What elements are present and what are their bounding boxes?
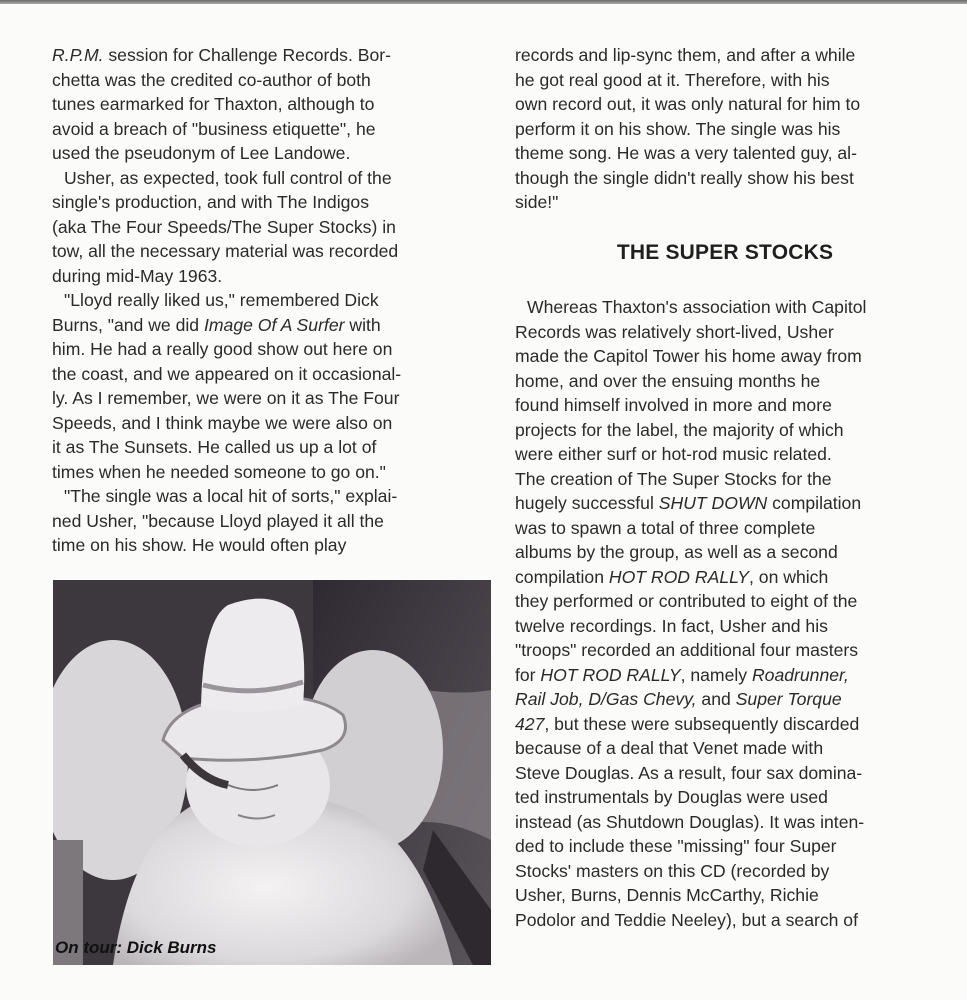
text-segment: times when he needed someone to go on." xyxy=(52,461,386,482)
text-segment: for xyxy=(515,664,541,685)
text-segment: were either surf or hot-rod music related. xyxy=(515,444,832,464)
section-heading: THE SUPER STOCKS xyxy=(616,241,834,264)
text-segment: Steve Douglas. As a result, four sax domina- xyxy=(515,762,863,783)
text-segment: The creation of The Super Stocks for the xyxy=(515,468,832,489)
text-segment: the coast, and we appeared on it occasional- xyxy=(52,363,402,384)
italic-title: 427 xyxy=(515,713,545,734)
italic-title: R.P.M. xyxy=(52,45,104,65)
text-segment: single's production, and with The Indigos xyxy=(52,192,369,212)
photo-image xyxy=(53,580,491,965)
text-segment: used the pseudonym of Lee Landowe. xyxy=(52,143,351,163)
text-line xyxy=(515,883,955,908)
text-segment: they performed or contributed to eight of the xyxy=(515,591,858,611)
text-segment: ted instrumentals by Douglas were used xyxy=(515,787,828,807)
text-segment: he got real good at it. Therefore, with his xyxy=(515,69,830,90)
text-line xyxy=(515,516,955,541)
text-line xyxy=(52,362,492,387)
text-segment: perform it on his show. The single was his xyxy=(515,118,841,139)
text-line xyxy=(515,687,955,712)
text-segment: time on his show. He would often play xyxy=(52,535,347,555)
text-segment: Records was relatively short-lived, Usher xyxy=(515,321,834,342)
text-segment: , but these were subsequently discarded xyxy=(544,713,860,734)
text-line xyxy=(515,442,955,467)
text-segment: ded to include these "missing" four Super xyxy=(515,836,837,856)
text-segment: compilation xyxy=(767,493,862,513)
text-line xyxy=(515,785,955,810)
text-segment: side!" xyxy=(515,192,559,212)
text-line xyxy=(52,68,492,93)
photo-dick-burns xyxy=(53,580,491,965)
text-line xyxy=(52,215,492,240)
text-line xyxy=(52,386,492,411)
text-line xyxy=(515,43,955,68)
text-line xyxy=(515,565,955,590)
text-segment: and xyxy=(696,689,736,709)
photo-caption: On tour: Dick Burns xyxy=(55,938,217,957)
text-line xyxy=(515,614,955,639)
text-segment: albums by the group, as well as a second xyxy=(515,542,838,562)
text-segment: because of a deal that Venet made with xyxy=(515,738,824,758)
text-line xyxy=(515,92,955,117)
text-line xyxy=(52,43,492,68)
text-segment: it as The Sunsets. He called us up a lot of xyxy=(52,437,377,457)
italic-title: Image Of A Surfer xyxy=(203,314,345,335)
text-segment: tow, all the necessary material was recorded xyxy=(52,241,399,261)
text-line xyxy=(515,859,955,884)
text-line xyxy=(52,288,492,313)
text-segment: Whereas Thaxton's association with Capitol xyxy=(527,297,867,317)
text-segment: during mid-May 1963. xyxy=(52,265,223,286)
text-line xyxy=(515,117,955,142)
text-line xyxy=(515,369,955,394)
left-column-text xyxy=(52,43,492,558)
text-segment: with xyxy=(344,314,381,335)
text-line xyxy=(515,908,955,933)
italic-title: Super Torque xyxy=(735,689,842,709)
text-line xyxy=(515,320,955,345)
text-line xyxy=(52,92,492,117)
text-segment: avoid a breach of "business etiquette", he xyxy=(52,118,376,139)
text-line xyxy=(515,295,955,320)
text-line xyxy=(52,313,492,338)
text-line xyxy=(52,435,492,460)
text-line xyxy=(515,761,955,786)
text-segment: compilation xyxy=(515,566,609,587)
text-segment: (aka The Four Speeds/The Super Stocks) in xyxy=(52,216,396,237)
text-line xyxy=(52,190,492,215)
text-segment: twelve recordings. In fact, Usher and his xyxy=(515,615,828,636)
text-segment: was to spawn a total of three complete xyxy=(515,517,816,538)
italic-title: SHUT DOWN xyxy=(658,493,768,513)
text-segment: instead (as Shutdown Douglas). It was inten- xyxy=(515,811,865,832)
text-segment: own record out, it was only natural for him to xyxy=(515,94,861,114)
text-segment: ned Usher, "because Lloyd played it all the xyxy=(52,510,384,531)
text-segment: , on which xyxy=(749,566,829,587)
text-line xyxy=(52,460,492,485)
text-line xyxy=(515,166,955,191)
italic-title: HOT ROD RALLY xyxy=(540,664,681,685)
text-line xyxy=(52,509,492,534)
text-line xyxy=(52,117,492,142)
text-segment: projects for the label, the majority of which xyxy=(515,419,844,440)
text-segment: "The single was a local hit of sorts," explai- xyxy=(64,486,398,506)
text-line xyxy=(515,712,955,737)
right-column-text-top xyxy=(515,43,955,215)
text-line xyxy=(515,834,955,859)
text-segment: chetta was the credited co-author of both xyxy=(52,69,371,90)
text-segment: made the Capitol Tower his home away from xyxy=(515,346,862,366)
italic-title: HOT ROD RALLY xyxy=(608,566,750,587)
text-segment: Stocks' masters on this CD (recorded by xyxy=(515,860,830,881)
text-line xyxy=(52,411,492,436)
italic-title: Rail Job, D/Gas Chevy, xyxy=(515,689,697,709)
text-segment: , namely xyxy=(680,664,752,685)
text-segment: Speeds, and I think maybe we were also on xyxy=(52,412,393,433)
right-column-text-bottom xyxy=(515,295,955,932)
text-line xyxy=(515,190,955,215)
text-segment: though the single didn't really show his best xyxy=(515,167,854,188)
text-line xyxy=(515,810,955,835)
text-segment: Podolor and Teddie Neeley), but a search of xyxy=(515,909,858,930)
text-line xyxy=(52,533,492,558)
text-segment: found himself involved in more and more xyxy=(515,395,832,415)
text-segment: Usher, Burns, Dennis McCarthy, Richie xyxy=(515,885,819,905)
text-line xyxy=(515,418,955,443)
text-segment: session for Challenge Records. Bor- xyxy=(103,45,391,65)
text-line xyxy=(515,467,955,492)
text-line xyxy=(52,337,492,362)
text-line xyxy=(515,491,955,516)
text-segment: hugely successful xyxy=(515,493,659,513)
italic-title: Roadrunner, xyxy=(751,664,849,685)
text-line xyxy=(515,393,955,418)
text-segment: tunes earmarked for Thaxton, although to xyxy=(52,94,375,114)
text-segment: records and lip-sync them, and after a while xyxy=(515,45,856,65)
text-segment: "troops" recorded an additional four masters xyxy=(515,640,859,660)
text-segment: theme song. He was a very talented guy, al- xyxy=(515,143,857,163)
text-line xyxy=(515,344,955,369)
text-line xyxy=(52,239,492,264)
text-segment: him. He had a really good show out here on xyxy=(52,339,393,359)
text-segment: home, and over the ensuing months he xyxy=(515,370,821,391)
text-line xyxy=(515,540,955,565)
text-segment: ly. As I remember, we were on it as The Four xyxy=(52,388,400,408)
page-top-border xyxy=(0,0,967,4)
text-line xyxy=(52,264,492,289)
text-segment: Burns, "and we did xyxy=(52,314,204,335)
text-line xyxy=(515,68,955,93)
text-segment: Usher, as expected, took full control of the xyxy=(64,167,392,188)
text-line xyxy=(515,638,955,663)
text-segment: "Lloyd really liked us," remembered Dick xyxy=(64,290,379,310)
text-line xyxy=(52,484,492,509)
text-line xyxy=(52,141,492,166)
text-line xyxy=(52,166,492,191)
text-line xyxy=(515,736,955,761)
text-line xyxy=(515,663,955,688)
text-line xyxy=(515,141,955,166)
text-line xyxy=(515,589,955,614)
